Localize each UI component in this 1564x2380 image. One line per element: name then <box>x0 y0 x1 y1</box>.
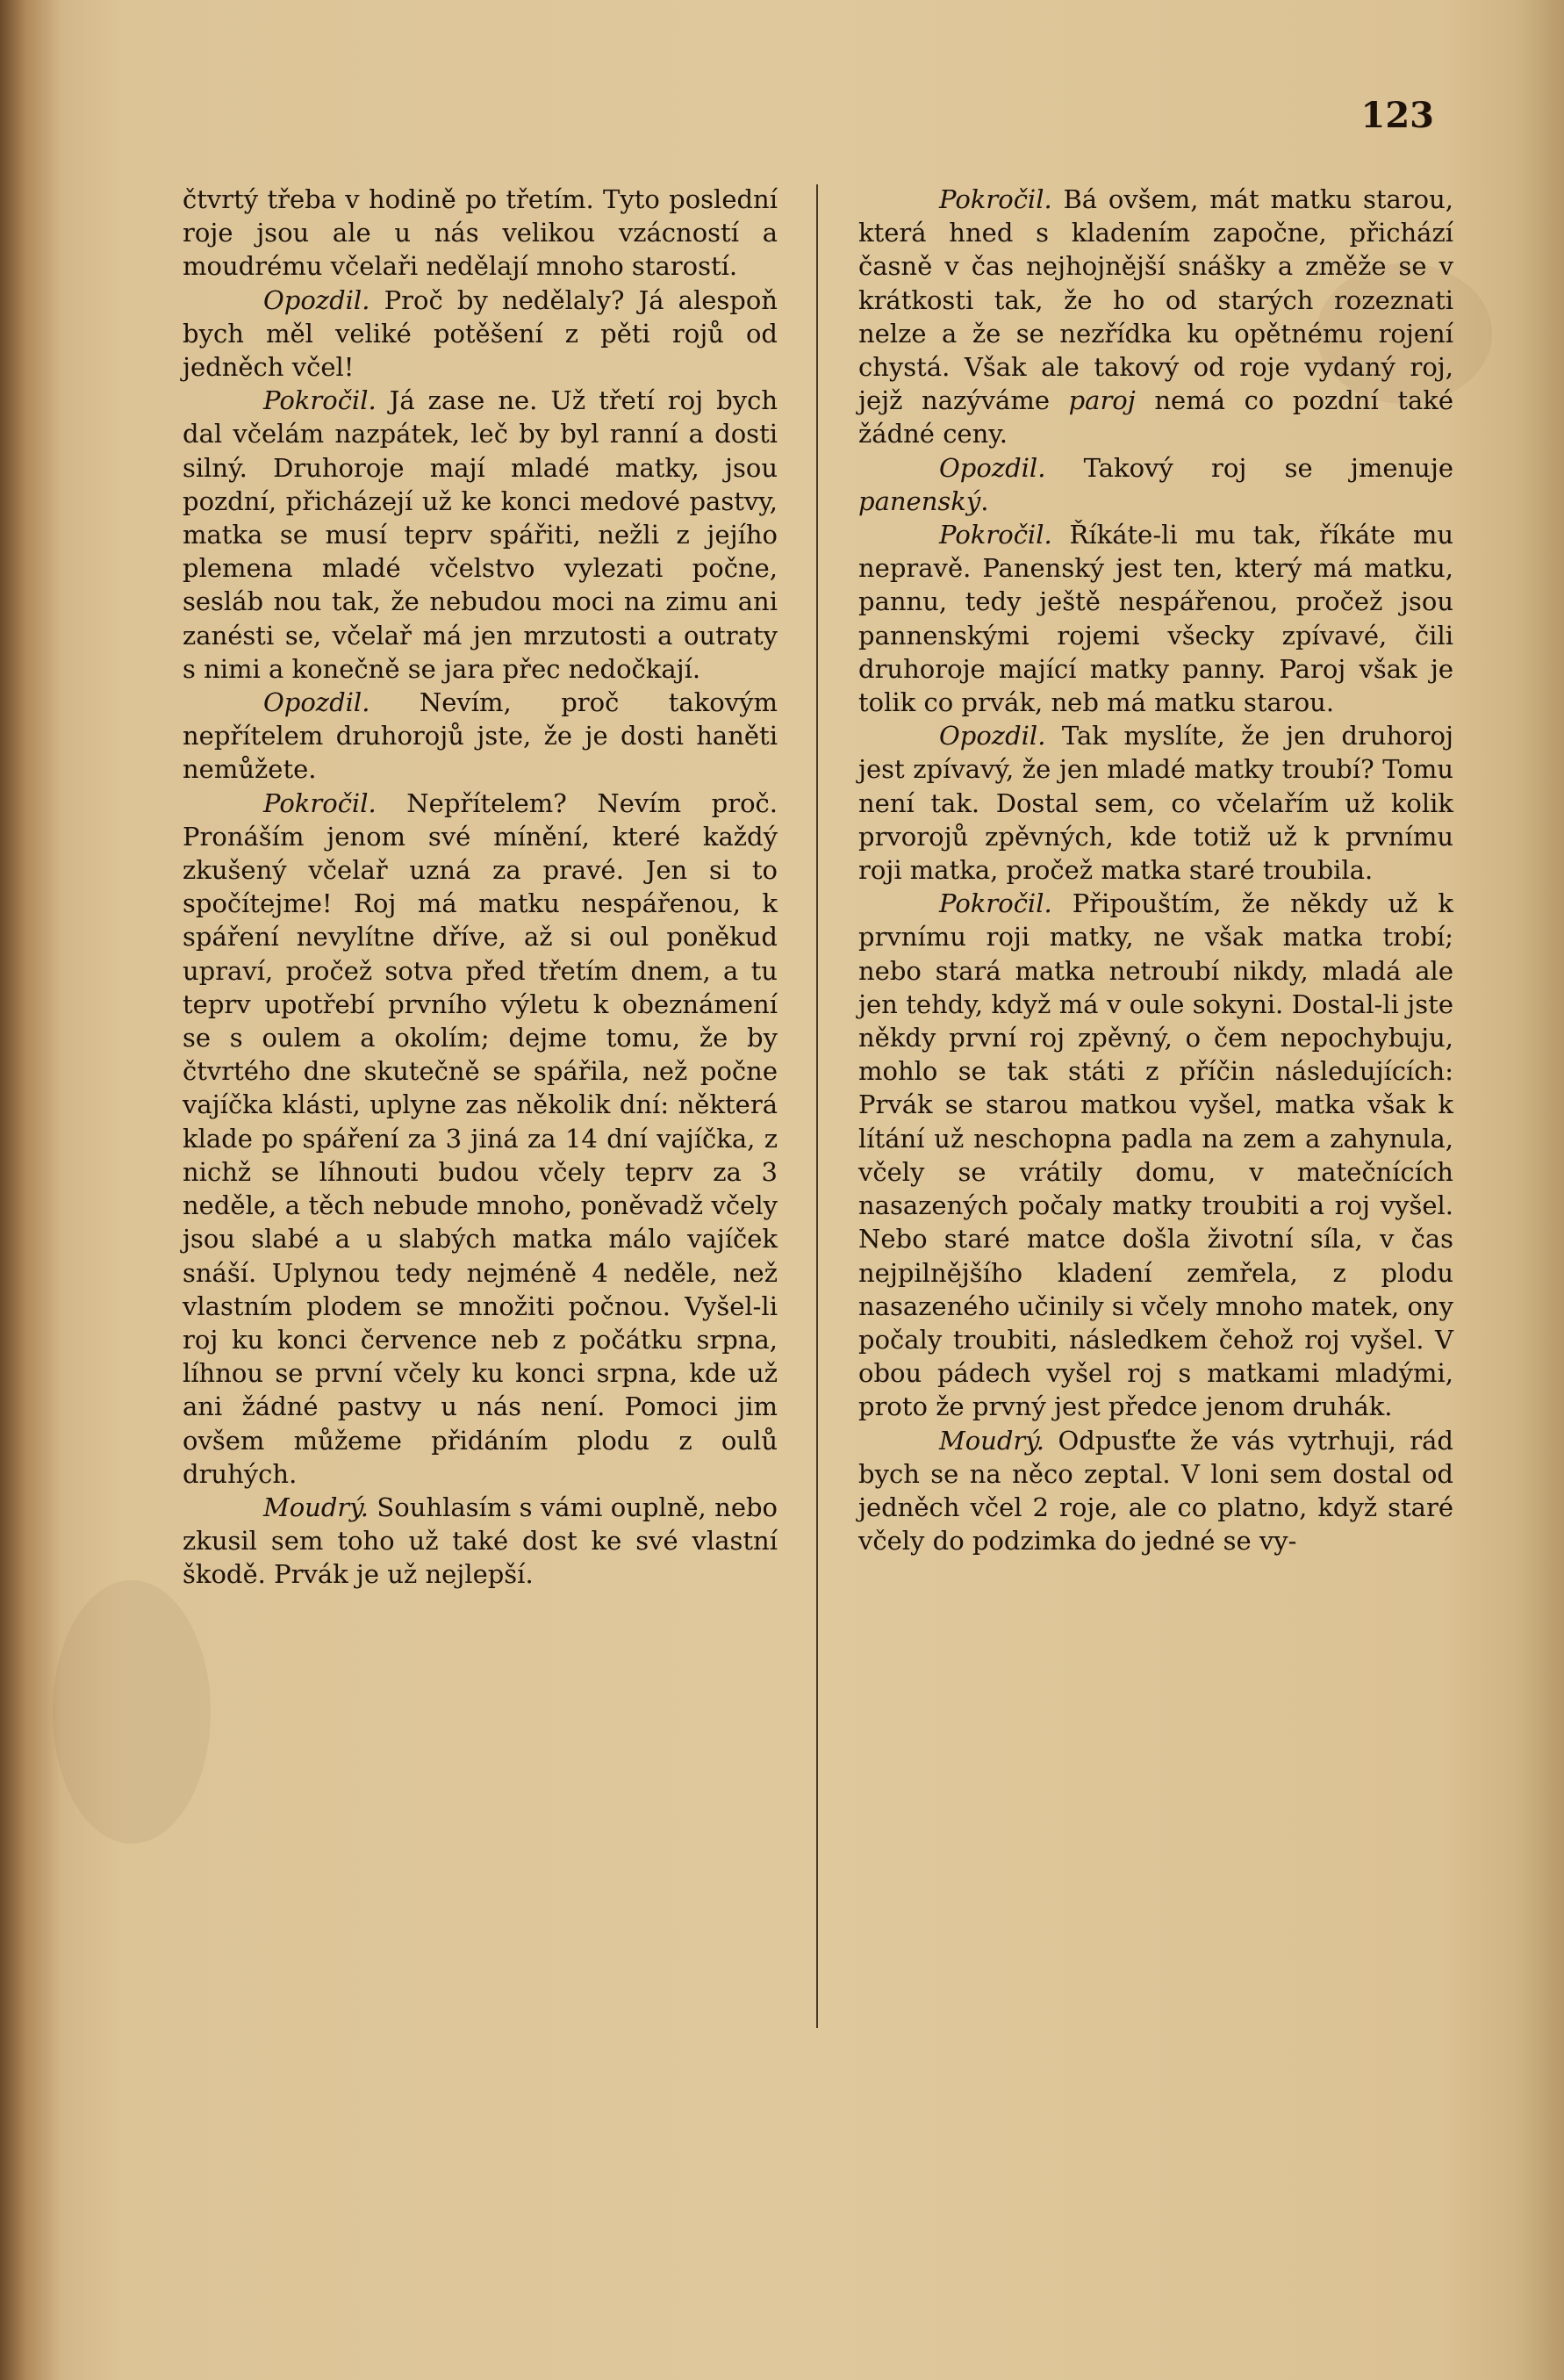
paragraph <box>183 183 778 284</box>
paragraph-text: Já zase ne. Už třetí roj bych dal včelám nazpátek, leč by byl ranní a dosti silný. Druhoroje mají mladé matky, jsou pozdní, přicházejí už ke konci medové pastvy, matka se musí teprv spářiti, nežli z jejího plemena mladé včelstvo vylezati počne, sesláb nou tak, že nebudou moci na zimu ani zanésti se, včelař má jen mrzutosti a outraty s nimi a konečně se jara přec nedočkají. <box>183 385 778 684</box>
paragraph <box>183 1491 778 1592</box>
paragraph-text: Říkáte-li mu tak, říkáte mu nepravě. Panenský jest ten, který má matku, pannu, tedy ještě nespářenou, pročež jsou pannenskými rojemi všecky zpívavé, čili druhoroje mající matky panny. Paroj však je tolik co prvák, neb má matku starou. <box>858 520 1453 718</box>
paragraph-text: Nepřítelem? Nevím proč. Pronáším jenom své mínění, které každý zkušený včelař uzná za pravé. Jen si to spočítejme! Roj má matku nespářenou, k spáření nevylítne dříve, až si oul poněkud upraví, pročež sotva před třetím dnem, a tu teprv upotřebí prvního výletu k obeznámení se s oulem a okolím; dejme tomu, že by čtvrtého dne skutečně se spářila, než počne vajíčka klásti, uplyne zas několik dní: některá klade po spáření za 3 jiná za 14 dní vajíčka, z nichž se líhnouti budou včely teprv za 3 neděle, a těch nebude mnoho, poněvadž včely jsou slabé a u slabých matka málo vajíček snáší. Uplynou tedy nejméně 4 neděle, než vlastním plodem se množiti počnou. Vyšel-li roj ku konci července neb z počátku srpna, líhnou se první včely ku konci srpna, kde už ani žádné pastvy u nás není. Pomoci jim ovšem můžeme přidáním plodu z oulů druhých. <box>183 787 778 1489</box>
emphasized-term: panenský <box>858 485 981 516</box>
paragraph-text: čtvrtý třeba v hodině po třetím. Tyto poslední roje jsou ale u nás velikou vzácností a moudrému včelaři nedělají mnoho starostí. <box>183 184 778 282</box>
paragraph <box>183 284 778 385</box>
emphasized-term: paroj <box>1068 385 1136 416</box>
paragraph <box>858 719 1453 887</box>
speaker-name: Moudrý. <box>263 1492 369 1522</box>
paragraph <box>858 1424 1453 1558</box>
paragraph-text: Připouštím, že někdy už k prvnímu roji matky, ne však matka trobí; nebo stará matka netroubí nikdy, mladá ale jen tehdy, když má v oule sokyni. Dostal-li jste někdy první roj zpěvný, o čem nepochybuju, mohlo se tak státi z příčin následujících: Prvák se starou matkou vyšel, matka však k lítání už neschopna padla na zem a zahynula, včely se vrátily domu, v matečnících nasazených počaly matky troubiti a roj vyšel. Nebo staré matce došla životní síla, v čas nejpilnějšího kladení zemřela, z plodu nasazeného učinily si včely mnoho matek, ony počaly troubiti, následkem čehož roj vyšel. V obou pádech vyšel roj s matkami mladými, proto že prvný jest předce jenom druhák. <box>858 888 1453 1422</box>
page-number: 123 <box>1360 95 1434 136</box>
speaker-name: Pokročil. <box>263 385 377 416</box>
speaker-name: Moudrý. <box>939 1425 1045 1456</box>
speaker-name: Opozdil. <box>939 721 1046 751</box>
paragraph <box>183 384 778 686</box>
speaker-name: Opozdil. <box>263 687 370 718</box>
paragraph-text: Tak myslíte, že jen druhoroj jest zpívavý, že jen mladé matky troubí? Tomu není tak. Dostal sem, co včelařím už kolik prvorojů zpěvných, kde totiž už k prvnímu roji matka, pročež matka staré troubila. <box>858 721 1453 886</box>
speaker-name: Pokročil. <box>263 787 377 818</box>
speaker-name: Opozdil. <box>939 452 1046 483</box>
paper-stain <box>53 1580 211 1844</box>
left-column <box>183 183 778 1592</box>
paragraph-text: Bá ovšem, mát matku starou, která hned s kladením započne, přichází časně v čas nejhojnější snášky a změže se v krátkosti tak, že ho od starých rozeznati nelze a že se nezřídka ku opětnému rojení chystá. Však ale takový od roje vydaný roj, jejž nazýváme <box>858 184 1453 416</box>
paragraph <box>183 686 778 787</box>
paragraph <box>183 787 778 1491</box>
speaker-name: Pokročil. <box>939 184 1052 214</box>
paragraph <box>858 183 1453 451</box>
paragraph-text: nemá co pozdní také žádné ceny. <box>858 385 1453 449</box>
paragraph <box>858 887 1453 1423</box>
speaker-name: Opozdil. <box>263 284 370 315</box>
paragraph-text: Souhlasím s vámi ouplně, nebo zkusil sem toho už také dost ke své vlastní škodě. Prvák je už nejlepší. <box>183 1492 778 1590</box>
paragraph-text: Odpusťte že vás vytrhuji, rád bych se na něco zeptal. V loni sem dostal od jedněch včel 2 roje, ale co platno, když staré včely do podzimka do jedné se vy- <box>858 1425 1453 1557</box>
paragraph <box>858 518 1453 719</box>
speaker-name: Pokročil. <box>939 520 1052 550</box>
paragraph-text: Proč by nedělaly? Já alespoň bych měl veliké potěšení z pěti rojů od jedněch včel! <box>183 284 778 383</box>
paragraph <box>858 451 1453 518</box>
speaker-name: Pokročil. <box>939 888 1052 919</box>
paragraph-text: Takový roj se jmenuje <box>1045 452 1453 483</box>
column-divider <box>816 184 818 2028</box>
right-column <box>858 183 1453 1557</box>
paragraph-text: Nevím, proč takovým nepřítelem druhorojů jste, že je dosti haněti nemůžete. <box>183 687 778 785</box>
paragraph-text: . <box>980 485 989 516</box>
